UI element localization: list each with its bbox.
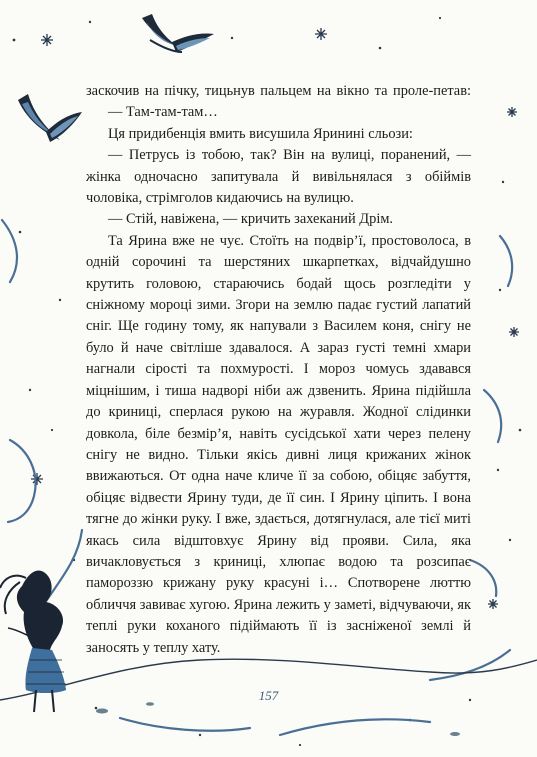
paragraph-1: заскочив на пічку, тицьнув пальцем на вікно та проле-петав: (86, 83, 471, 99)
page-number: 157 (258, 688, 279, 703)
page-body-text (86, 81, 471, 659)
paragraph-3: Ця придибенція вмить висушила Яринині сльози: (108, 125, 413, 142)
ice-eyes-top (142, 14, 214, 52)
paragraph-4: — Петрусь із тобою, так? Він на вулиці, поранений, — жінка одночасно запитувала й вивільнялася з обіймів чоловіка, стрімголов кидаючись на вулицю. (86, 147, 471, 207)
paragraph-5: — Стій, навіжена, — кричить захеканий Дрім. (108, 211, 394, 228)
ice-eyes-left (18, 94, 82, 142)
paragraph-6: Та Ярина вже не чує. Стоїть на подвір’ї, простоволоса, в одній сорочині та шерстяних шкарпетках, відчайдушно крутить головою, стараючись бодай щось розгледіти у сніжному мороці зими. Згори на землю падає густий лапатий сніг. Ще годину тому, як напували з Василем коня, снігу не було й наче світліше здавалося. А зараз густі темні хмари нагнали сірості та похмурості. І мороз чомусь здавався міцнішим, і тиша надворі ніби аж дзвенить. Ярина підійшла до криниці, сперлася рукою на журавля. Жодної слідинки довкола, біле безмір’я, навіть сусідської хати через пелену снігу не видно. Тільки якісь дивні лиця крижаних жінок ввижаються. От одна наче кличе її за собою, обіцяє забуття, обіцяє відвести Ярину туди, де її син. І Ярину ціпить. І вона тягне до жінки руку. І вже, здається, дотягнулася, але тієї миті якась сила відштовхує Ярину від прояви. Сила, яка вичакловується з криниці, хлюпає водою та розсипає памороззю крижану руку красуні і… Спотворене люттю обличчя завиває хугою. Ярина лежить у заметі, відчуваючи, як теплі руки коханого підіймають її із засніженої землі й заносять у теплу хату. (86, 232, 471, 656)
paragraph-2: — Там-там-там… (108, 104, 218, 121)
